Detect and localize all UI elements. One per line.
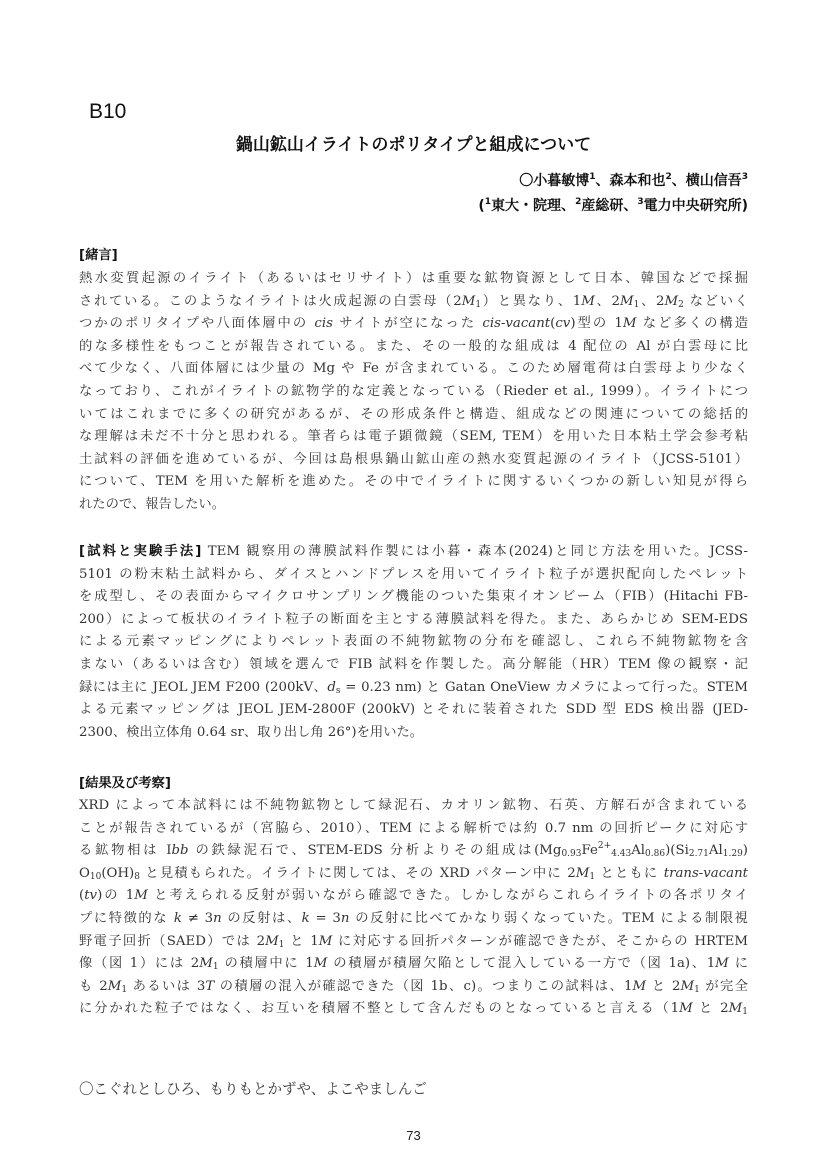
paragraph-line: よる元素マッピングは JEOL JEM-2800F (200kV) とそれに装着された SDD 型 EDS 検出器 (JED- <box>79 702 748 718</box>
paragraph-line: いてはこれまでに多くの研究があるが、その形成条件と構造、組成などの関連についての総括的 <box>79 406 748 422</box>
paragraph-line: まない（あるいは含む）領域を選んで FIB 試料を作製した。高分解能（HR）TEM 像の観察・記 <box>79 656 748 672</box>
paragraph-line: [試料と実験手法] TEM 観察用の薄膜試料作製には小暮・森本(2024)と同じ方法を用いた。JCSS- <box>79 544 748 559</box>
paragraph-line: れたので、報告したい。 <box>79 496 225 512</box>
page-number: 73 <box>406 1128 421 1143</box>
paragraph-line: 録には主に JEOL JEM F200 (200kV、$d_s = 0.23$ nm) と Gatan OneView カメラによって行った。STEM <box>79 679 748 696</box>
paragraph-line: 5101 の粉末粘土試料から、ダイスとハンドプレスを用いてイライト粒子が選択配向したペレット <box>79 566 748 582</box>
section-methods <box>79 541 748 744</box>
paragraph-line: 土試料の評価を進めているが、今回は島根県鍋山鉱山産の熱水変質起源のイライト（JCSS-5101） <box>79 451 748 467</box>
paragraph-line: XRD によって本試料には不純物鉱物として緑泥石、カオリン鉱物、石英、方解石が含まれている <box>79 798 748 813</box>
paragraph-line: 2300、検出立体角 0.64 sr、取り出し角 26°)を用いた。 <box>79 724 424 740</box>
paragraph-line: も $2M_1$ あるいは 3T の積層の混入が確認できた（図 1b、c)。つまりこの試料は、1M と $2M_1$ が完全 <box>79 978 748 995</box>
paragraph-line: 像（図 1）には $2M_1$ の積層中に 1M の積層が積層欠陥として混入している一方で（図 1a)、1M に <box>79 956 748 973</box>
author-list: 〇小暮敏博$^1$、森本和也$^2$、横山信吾$^3$ <box>519 172 748 189</box>
paragraph-line: に分かれた粒子ではなく、お互いを積層不整として含んだものとなっていると言える（1M と $2M_1$ <box>79 1001 748 1018</box>
paragraph-line: ことが報告されているが（宮脇ら、2010）、TEM による解析では約 0.7 nm の回折ピークに対応す <box>79 820 748 836</box>
paragraph-line: 野電子回折（SAED）では $2M_1$ と 1M に対応する回折パターンが確認できたが、そこからの HRTEM <box>79 933 748 950</box>
section-results <box>79 795 748 1021</box>
paragraph-line: を成型し、その表面からマイクロサンプリング機能のついた集束イオンビーム（FIB）(Hitachi FB- <box>79 589 748 605</box>
paragraph-line: 熱水変質起源のイライト（あるいはセリサイト）は重要な鉱物資源として日本、韓国などで採掘 <box>79 271 748 286</box>
paragraph-line: について、TEM を用いた解析を進めた。その中でイライトに関するいくつかの新しい知見が得ら <box>79 474 748 490</box>
paragraph-line: べて少なく、八面体層には少量の Mg や Fe が含まれている。このため層電荷は白雲母より少なく <box>79 361 748 377</box>
section-introduction <box>79 268 748 517</box>
author-reading-kana: 〇こぐれとしひろ、もりもとかずや、よこやましんご <box>79 1082 427 1098</box>
paper-title: 鍋山鉱山イライトのポリタイプと組成について <box>235 135 592 155</box>
paragraph-line: る鉱物相は Ibb の鉄緑泥石で、STEM-EDS 分析よりその組成は$(Mg_{0.93}Fe^{2+}_{4.43}Al_{0.86})(Si_{2.71}Al_{1.29})$ <box>79 841 748 860</box>
affiliation-list: ($^1$東大・院理、$^2$産総研、$^3$電力中央研究所) <box>478 197 748 214</box>
paragraph-line: な理解は未だ不十分と思われる。筆者らは電子顕微鏡（SEM, TEM）を用いた日本粘土学会参考粘 <box>79 429 748 445</box>
section-heading-methods: [試料と実験手法] <box>79 544 202 559</box>
paragraph-line: 的な多様性をもつことが報告されている。また、その一般的な組成は 4 配位の Al が白雲母に比 <box>79 338 748 354</box>
paragraph-line: による元素マッピングによりペレット表面の不純物鉱物の分布を確認し、これら不純物鉱物を含 <box>79 634 748 650</box>
paragraph-line: されている。このようなイライトは火成起源の白雲母$(2M_1)$と異なり、1M、$2M_1$、$2M_2$ などいく <box>79 293 748 310</box>
section-heading-results: [結果及び考察] <box>79 776 171 791</box>
paragraph-line: プに特徴的な k ≠ 3n の反射は、k = 3n の反射に比べてかなり弱くなっていた。TEM による制限視 <box>79 910 748 926</box>
paragraph-line: つかのポリタイプや八面体層中の cis サイトが空になった cis-vacant(cv)型の 1M など多くの構造 <box>79 316 748 332</box>
paragraph-line: なっており、これがイライトの鉱物学的な定義となっている（Rieder et al., 1999）。イライトにつ <box>79 383 748 399</box>
paragraph-line: $O_{10}(OH)_8$ と見積もられた。イライトに関しては、その XRD パターン中に $2M_1$ とともに trans-vacant <box>79 865 748 882</box>
paragraph-line: (tv)の 1M と考えられる反射が弱いながら確認できた。しかしながらこれらイライトの各ポリタイ <box>79 888 748 904</box>
abstract-code: B10 <box>89 100 127 123</box>
paragraph-line: 200）によって板状のイライト粒子の断面を主とする薄膜試料を得た。また、あらかじめ SEM-EDS <box>79 611 748 627</box>
section-heading-introduction: [緒言] <box>79 248 118 263</box>
